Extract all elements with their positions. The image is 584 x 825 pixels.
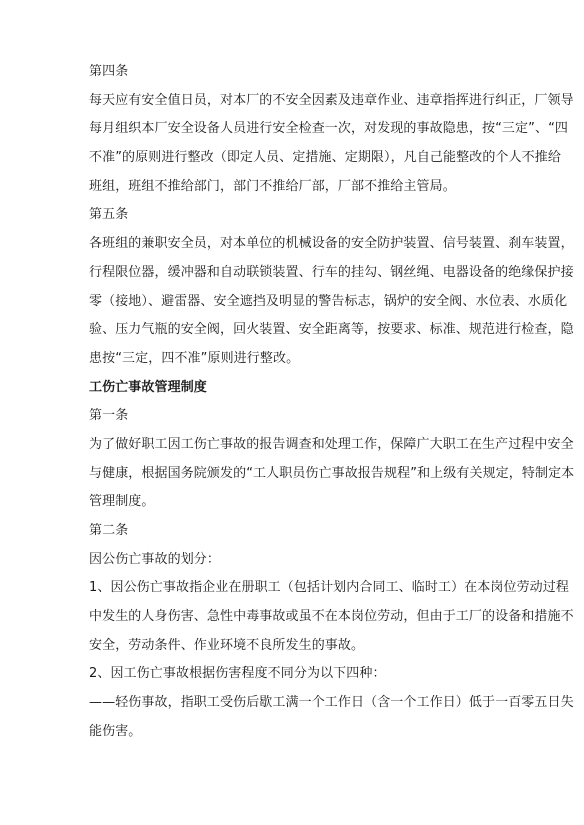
- section-title: 工伤亡事故管理制度: [89, 379, 207, 395]
- paragraph-line: 各班组的兼职安全员，对本单位的机械设备的安全防护装置、信号装置、刹车装置，: [89, 236, 574, 252]
- paragraph-line: 为了做好职工因工伤亡事故的报告调查和处理工作，保障广大职工在生产过程中安全: [89, 436, 574, 452]
- paragraph-line: 管理制度。: [89, 494, 155, 510]
- paragraph-line: 能伤害。: [89, 723, 142, 739]
- paragraph-line: 班组，班组不推给部门，部门不推给厂部，厂部不推给主管局。: [89, 178, 456, 194]
- article-heading: 第五条: [89, 207, 129, 223]
- paragraph-line: 不准”的原则进行整改（即定人员、定措施、定期限），凡自己能整改的个人不推给: [89, 150, 561, 166]
- paragraph-line: 安全，劳动条件、作业环境不良所发生的事故。: [89, 637, 365, 653]
- paragraph-line: 中发生的人身伤害、急性中毒事故或虽不在本岗位劳动，但由于工厂的设备和措施不: [89, 609, 574, 625]
- paragraph-line: 每月组织本厂安全设备人员进行安全检查一次，对发现的事故隐患，按“三定”、“四: [89, 121, 569, 137]
- article-heading: 第一条: [89, 408, 129, 424]
- paragraph-line: 每天应有安全值日员，对本厂的不安全因素及违章作业、违章指挥进行纠正，厂领导: [89, 92, 574, 108]
- document-page: [89, 58, 575, 747]
- paragraph-line: 因公伤亡事故的划分：: [89, 551, 221, 567]
- paragraph-line: 验、压力气瓶的安全阀，回火装置、安全距离等，按要求、标准、规范进行检查，隐: [89, 322, 574, 338]
- paragraph-line: 1、因公伤亡事故指企业在册职工（包括计划内合同工、临时工）在本岗位劳动过程: [89, 580, 569, 596]
- paragraph-line: 行程限位器，缓冲器和自动联锁装置、行车的挂勾、钢丝绳、电器设备的绝缘保护接: [89, 264, 574, 280]
- article-heading: 第四条: [89, 64, 129, 79]
- article-heading: 第二条: [89, 523, 129, 538]
- paragraph-line: ——轻伤事故，指职工受伤后歇工满一个工作日（含一个工作日）低于一百零五日失: [89, 695, 574, 711]
- paragraph-line: 患按“三定，四不准”原则进行整改。: [89, 350, 300, 366]
- paragraph-line: 与健康，根据国务院颁发的“工人职员伤亡事故报告规程”和上级有关规定，特制定本: [89, 465, 575, 481]
- paragraph-line: 零（接地）、避雷器、安全遮挡及明显的警告标志，锅炉的安全阀、水位表、水质化: [89, 293, 568, 309]
- paragraph-line: 2、因工伤亡事故根据伤害程度不同分为以下四种：: [89, 666, 386, 682]
